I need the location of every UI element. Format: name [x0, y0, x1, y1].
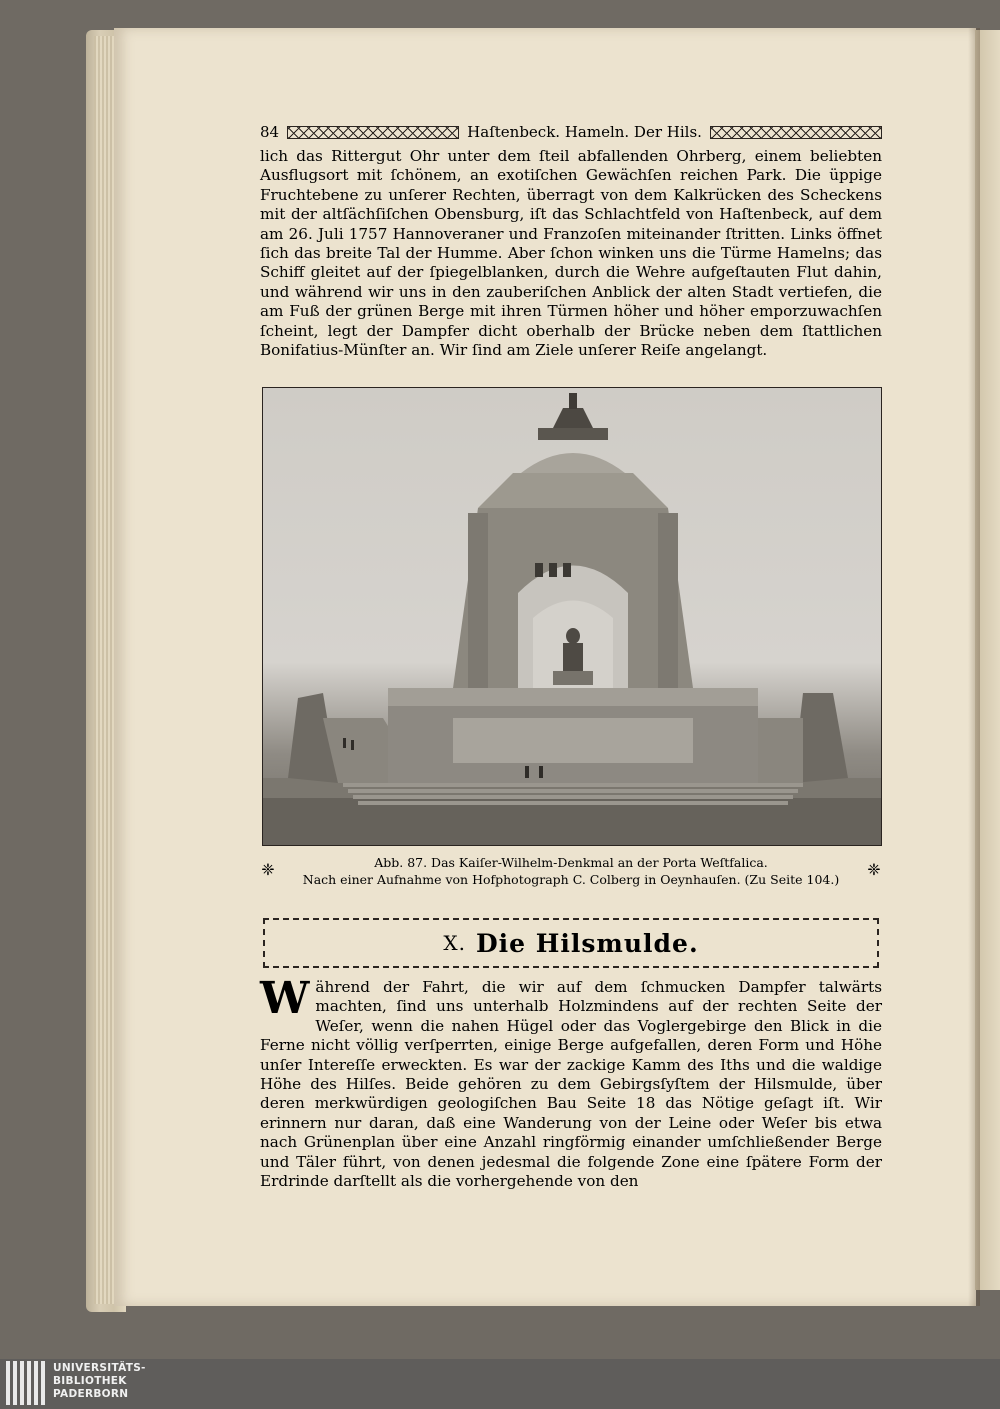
library-name-line-1: UNIVERSITÄTS-: [53, 1362, 146, 1374]
library-name: [53, 1362, 146, 1401]
drop-cap: W: [260, 973, 310, 1024]
caption-ornament-left: ❈: [261, 860, 275, 879]
library-name-line-2: BIBLIOTHEK: [53, 1375, 127, 1387]
library-footer-bar: [0, 1359, 1000, 1409]
header-ornament-right: [710, 126, 882, 139]
running-title: Haſtenbeck. Hameln. Der Hils.: [467, 123, 702, 141]
chapter-heading-box: [263, 918, 879, 968]
figure-photo: [262, 387, 882, 846]
page-gutter-shadow: [968, 28, 980, 1306]
paragraph-chapter-text: ährend der Fahrt, die wir auf dem ſchmucken Dampfer talwärts machten, ſind uns unterhalb Holzmindens auf der rechten Seite der Weſer, wenn die nahen Hügel oder das Voglergebirge den Blick in die Ferne nicht völlig verſperrten, einige Berge aufgefallen, deren Form und Höhe unſer Intereſſe erweckten. Es war der zackige Kamm des Iths und die waldige Höhe des Hilſes. Beide gehören zu dem Gebirgsſyſtem der Hilsmulde, über deren merkwürdigen geologiſchen Bau Seite 18 das Nötige geſagt iſt. Wir erinnern nur daran, daß eine Wanderung von der Leine oder Weſer bis etwa nach Grünenplan über eine Anzahl ringförmig einander umſchließender Berge und Täler führt, von denen jedesmal die folgende Zone eine ſpätere Form der Erdrinde darſtellt als die vorhergehende von den: [260, 978, 882, 1191]
paragraph-top: lich das Rittergut Ohr unter dem ſteil abfallenden Ohrberg, einem beliebten Ausflugsort mit ſchönem, an exotiſchen Gewächſen reichen Park. Die üppige Fruchtebene zu unſerer Rechten, überragt von dem Kalkrücken des Scheckens mit der altſächſiſchen Obensburg, iſt das Schlachtfeld von Haſtenbeck, auf dem am 26. Juli 1757 Hannoveraner und Franzoſen miteinander ſtritten. Links öffnet ſich das breite Tal der Humme. Aber ſchon winken uns die Türme Hamelns; das Schiff gleitet auf der ſpiegelblanken, durch die Wehre aufgeſtauten Flut dahin, und während wir uns in den zauberiſchen Anblick der alten Stadt vertiefen, die am Fuß der grünen Berge mit ihren Türmen höher und höher emporzuwachſen ſcheint, legt der Dampfer dicht oberhalb der Brücke neben dem ſtattlichen Bonifatius-Münſter an. Wir ſind am Ziele unſerer Reiſe angelangt.: [260, 147, 882, 360]
library-logo-icon: [6, 1361, 52, 1405]
caption-line-1: Abb. 87. Das Kaiſer-Wilhelm-Denkmal an der Porta Weſtfalica.: [374, 855, 768, 870]
running-head: [260, 121, 882, 143]
caption-ornament-right: ❈: [867, 860, 881, 879]
caption-line-2: Nach einer Aufnahme von Hofphotograph C. Colberg in Oeynhauſen. (Zu Seite 104.): [302, 872, 840, 887]
paragraph-chapter: [260, 973, 882, 1191]
monument-illustration: [263, 388, 881, 845]
chapter-number: X.: [443, 931, 466, 955]
chapter-title: Die Hilsmulde.: [475, 928, 699, 958]
header-ornament-left: [287, 126, 459, 139]
page-number: 84: [260, 123, 280, 141]
figure-caption: [262, 854, 880, 888]
library-name-line-3: PADERBORN: [53, 1388, 129, 1400]
